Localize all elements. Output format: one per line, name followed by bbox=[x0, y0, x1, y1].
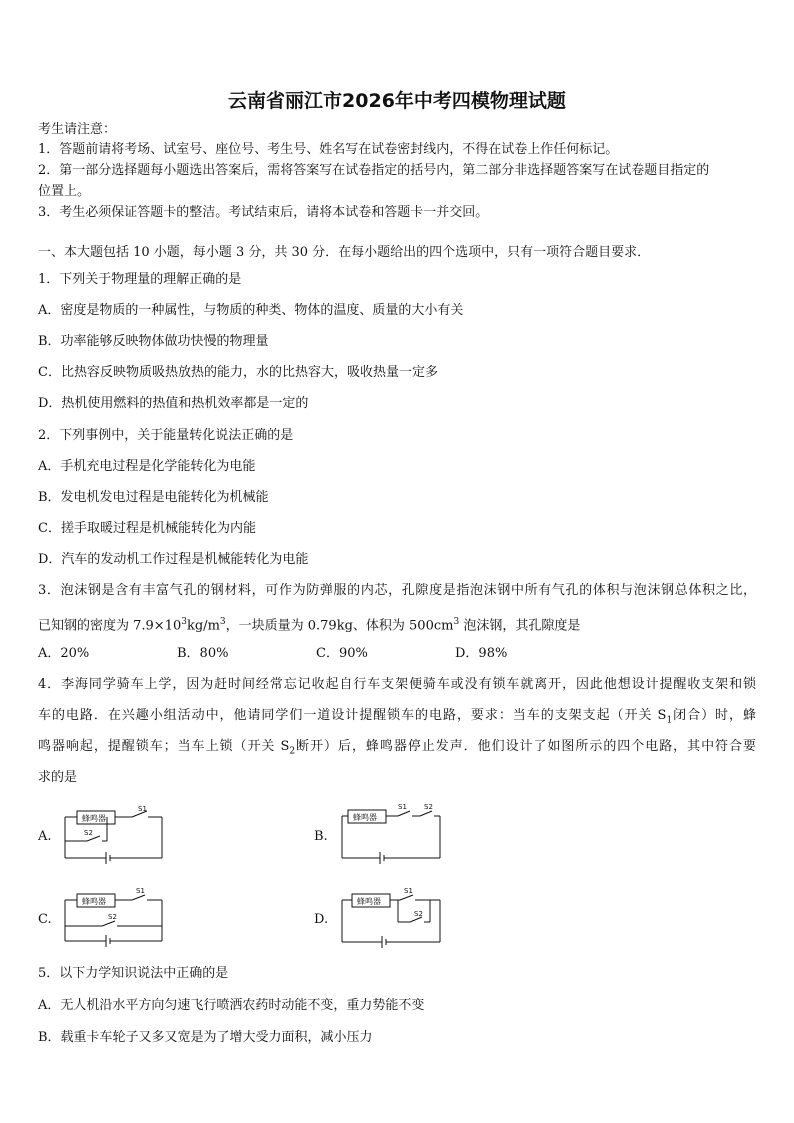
q3-option-a: A．20% bbox=[38, 646, 90, 661]
s1-label-b: S1 bbox=[398, 803, 407, 811]
q3-line-2: 已知钢的密度为 $7.9\times 10^3kg/m^3$，一块质量为 0.79kg、体积为 $500cm^3$ 泡沫钢，其孔隙度是 bbox=[38, 617, 581, 634]
q4-option-b-label: B. bbox=[314, 829, 328, 844]
circuit-diagram-b bbox=[340, 802, 450, 864]
q2-option-b: B．发电机发电过程是电能转化为机械能 bbox=[38, 490, 269, 505]
q1-option-c: C．比热容反映物质吸热放热的能力，水的比热容大，吸收热量一定多 bbox=[38, 365, 438, 380]
q4-line-1: 4．李海同学骑车上学，因为赶时间经常忘记收起自行车支架便骑车或没有锁车就离开，因此他想设计提醒收支架和锁 bbox=[38, 677, 756, 692]
notice-item-1: 1．答题前请将考场、试室号、座位号、考生号、姓名写在试卷密封线内，不得在试卷上作任何标记。 bbox=[38, 142, 619, 157]
q4-option-d-label: D. bbox=[314, 912, 329, 927]
buzzer-label-d: 蜂鸣器 bbox=[357, 897, 381, 906]
q4-line-4: 求的是 bbox=[38, 770, 78, 785]
q5-option-a: A．无人机沿水平方向匀速飞行喷洒农药时动能不变，重力势能不变 bbox=[38, 998, 425, 1013]
q2-option-a: A．手机充电过程是化学能转化为电能 bbox=[38, 459, 256, 474]
q1-stem: 1．下列关于物理量的理解正确的是 bbox=[38, 272, 242, 287]
s2-label-a: S2 bbox=[84, 829, 93, 837]
q4-option-c-label: C. bbox=[38, 912, 52, 927]
notice-item-2: 2．第一部分选择题每小题选出答案后，需将答案写在试卷指定的括号内，第二部分非选择题答案写在试卷题目指定的 bbox=[38, 163, 710, 178]
q1-option-a: A．密度是物质的一种属性，与物质的种类、物体的温度、质量的大小有关 bbox=[38, 303, 464, 318]
q3-option-b: B．80% bbox=[177, 646, 229, 661]
q1-option-d: D．热机使用燃料的热值和热机效率都是一定的 bbox=[38, 396, 309, 411]
s2-label-d: S2 bbox=[414, 910, 423, 918]
notice-item-2-cont: 位置上。 bbox=[38, 184, 91, 199]
q2-option-d: D．汽车的发动机工作过程是机械能转化为电能 bbox=[38, 552, 309, 567]
circuit-diagram-a bbox=[62, 805, 172, 865]
q5-option-b: B．载重卡车轮子又多又宽是为了增大受力面积，减小压力 bbox=[38, 1030, 373, 1045]
q1-option-b: B．功率能够反映物体做功快慢的物理量 bbox=[38, 334, 269, 349]
q4-line-3: 鸣器响起，提醒锁车；当车上锁（开关 $S_2$断开）后，蜂鸣器停止发声．他们设计了如图所示的四个电路，其中符合要 bbox=[38, 739, 756, 757]
buzzer-label-c: 蜂鸣器 bbox=[82, 897, 106, 906]
q4-option-a-label: A. bbox=[38, 829, 52, 844]
buzzer-label-b: 蜂鸣器 bbox=[353, 813, 377, 822]
circuit-diagram-c bbox=[62, 886, 172, 948]
q3-option-d: D．98% bbox=[455, 646, 508, 661]
circuit-diagram-d bbox=[340, 886, 450, 948]
s2-label-b: S2 bbox=[424, 803, 433, 811]
q2-stem: 2．下列事例中，关于能量转化说法正确的是 bbox=[38, 428, 294, 443]
q2-option-c: C．搓手取暖过程是机械能转化为内能 bbox=[38, 521, 256, 536]
q3-line-1: 3．泡沫钢是含有丰富气孔的钢材料，可作为防弹服的内芯，孔隙度是指泡沫钢中所有气孔的体积与泡沫钢总体积之比， bbox=[38, 583, 756, 598]
section-heading: 一、本大题包括 10 小题，每小题 3 分，共 30 分．在每小题给出的四个选项中，只有一项符合题目要求． bbox=[38, 245, 651, 260]
q5-stem: 5．以下力学知识说法中正确的是 bbox=[38, 966, 229, 981]
notice-heading: 考生请注意： bbox=[38, 122, 117, 137]
s1-label-a: S1 bbox=[138, 805, 147, 813]
s1-label-c: S1 bbox=[136, 887, 145, 895]
s2-label-c: S2 bbox=[108, 913, 117, 921]
notice-item-3: 3．考生必须保证答题卡的整洁。考试结束后，请将本试卷和答题卡一并交回。 bbox=[38, 205, 489, 220]
q3-option-c: C．90% bbox=[316, 646, 368, 661]
q4-line-2: 车的电路．在兴趣小组活动中，他请同学们一道设计提醒锁车的电路，要求：当车的支架支起（开关 $S_1$闭合）时，蜂 bbox=[38, 708, 756, 726]
exam-title: 云南省丽江市2026年中考四模物理试题 bbox=[228, 90, 566, 112]
buzzer-label-a: 蜂鸣器 bbox=[82, 814, 106, 823]
s1-label-d: S1 bbox=[404, 887, 413, 895]
